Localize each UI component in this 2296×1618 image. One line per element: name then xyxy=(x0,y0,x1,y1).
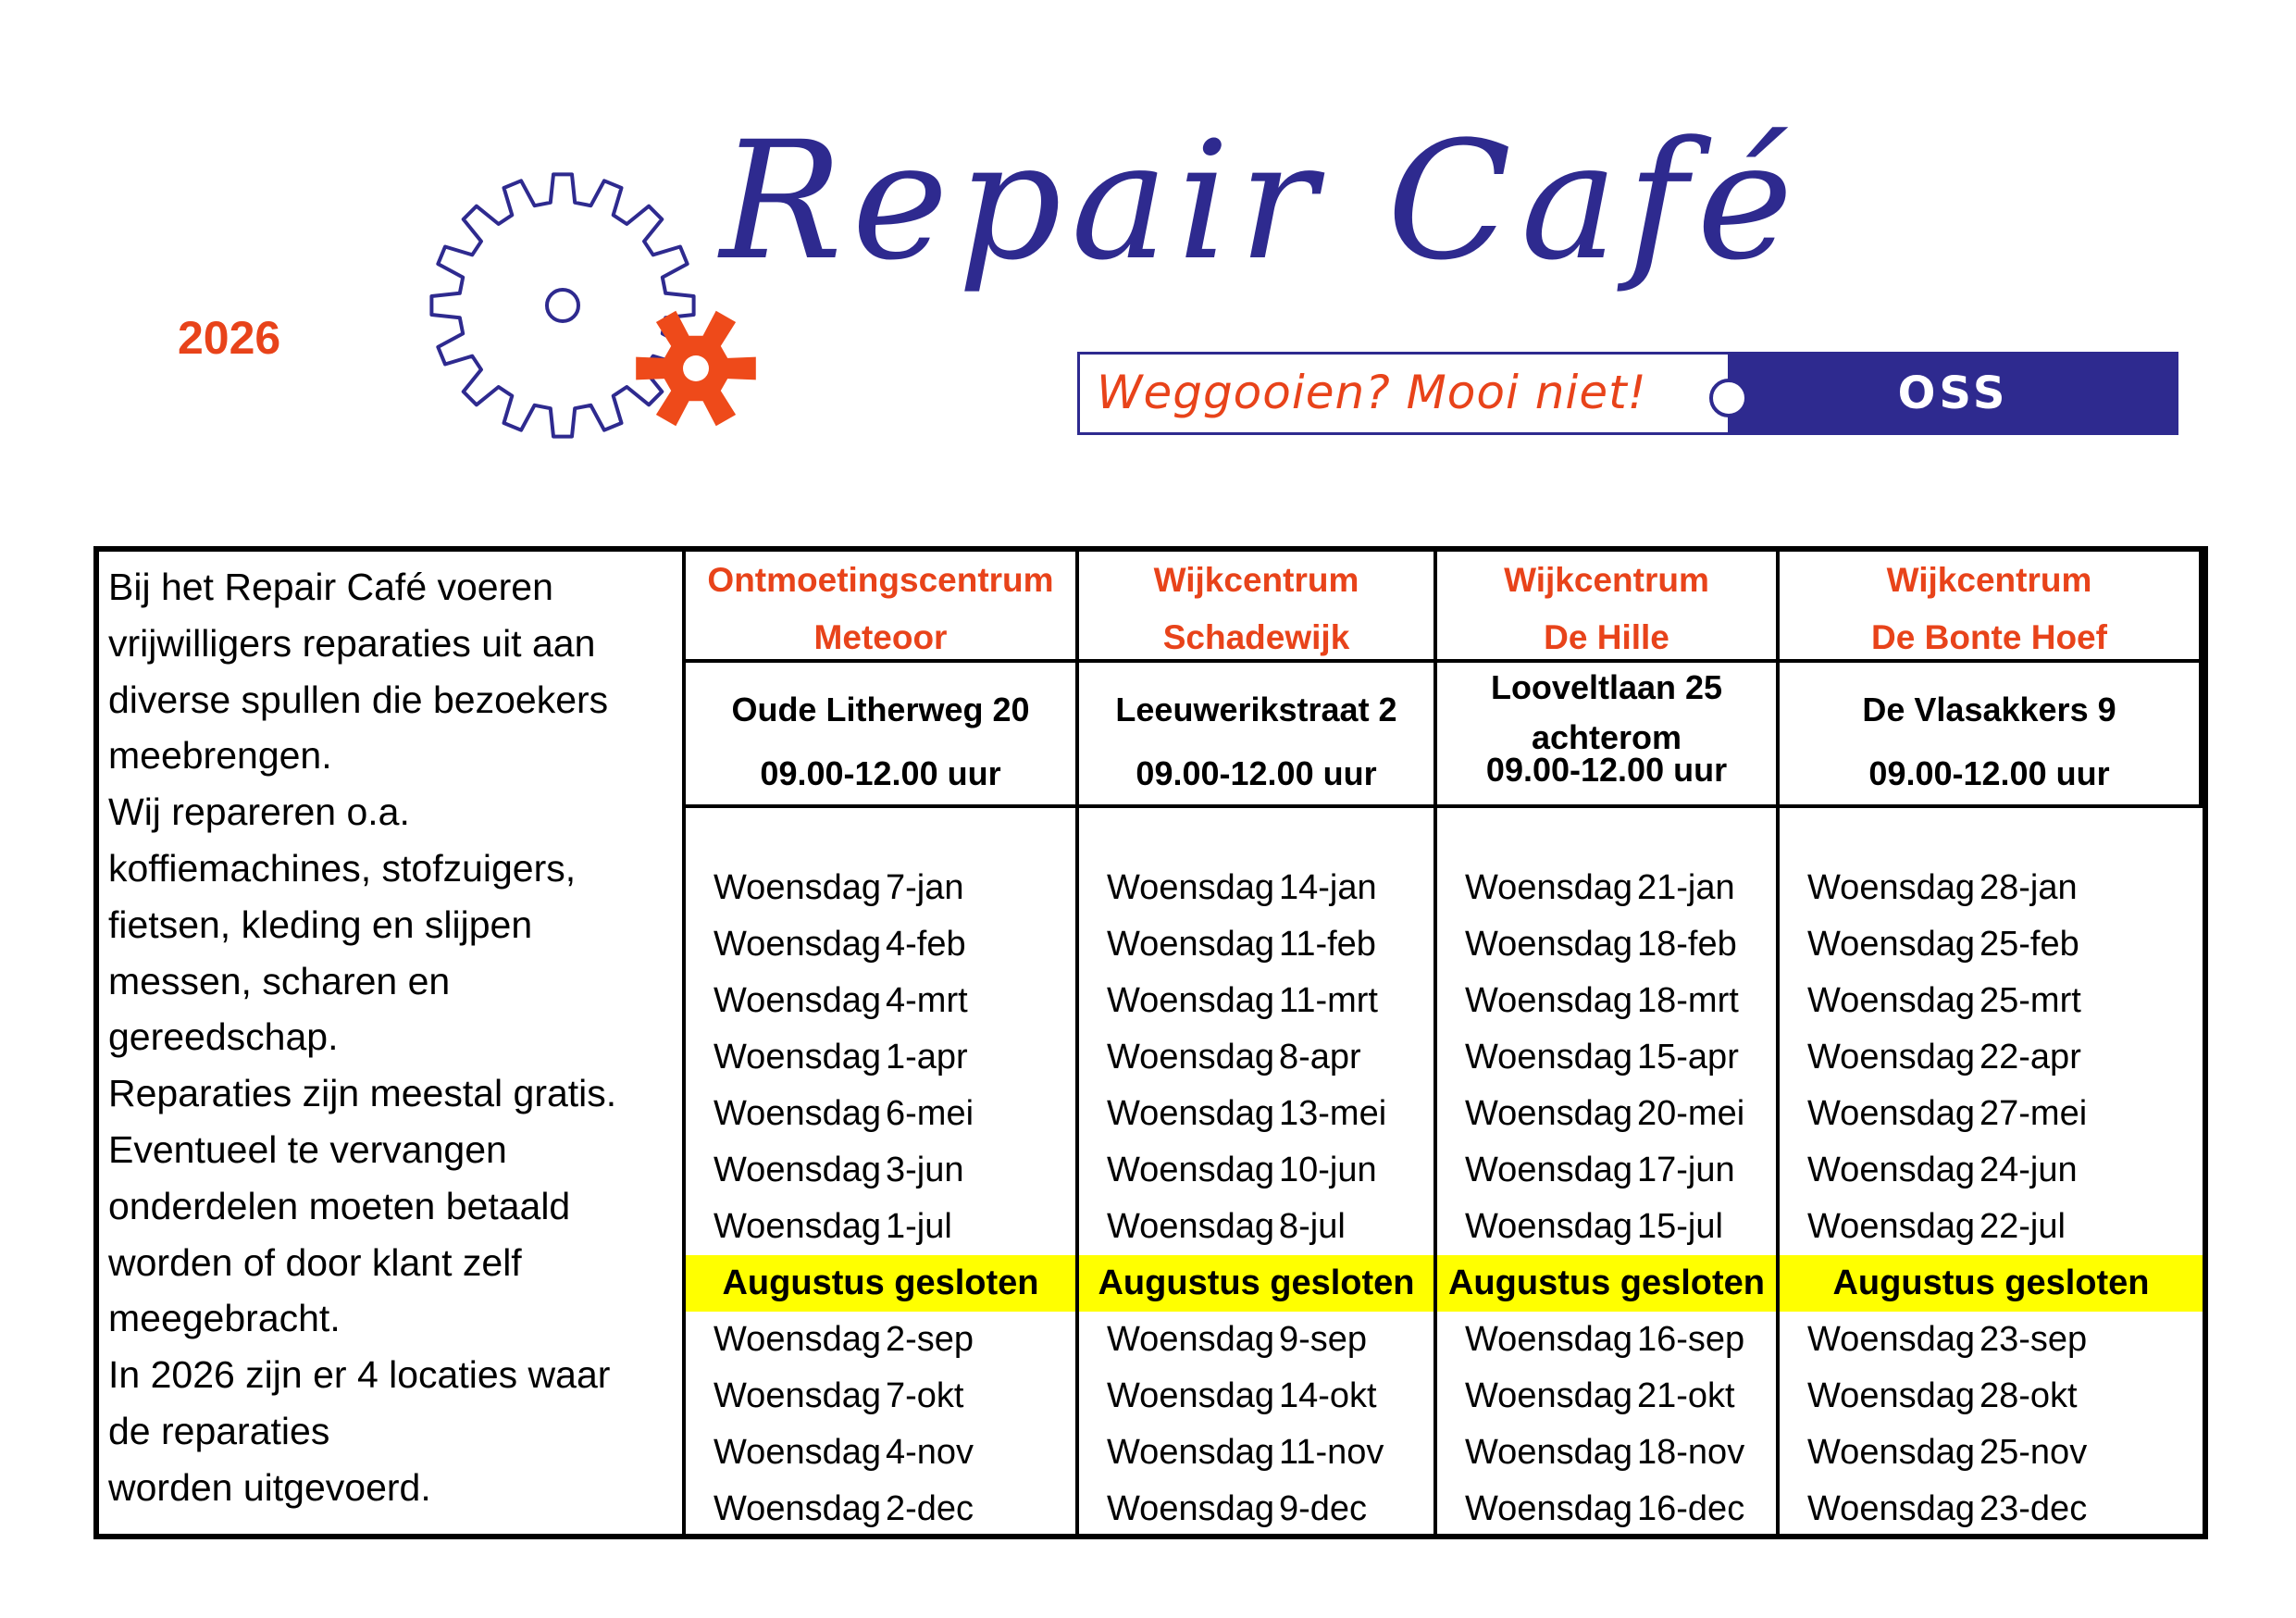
date: 1-apr xyxy=(886,1038,968,1077)
date: 23-dec xyxy=(1980,1489,2088,1528)
info-line: meebrengen. xyxy=(108,734,332,778)
date: 18-mrt xyxy=(1637,981,1739,1020)
date: 2-dec xyxy=(886,1489,974,1528)
location-header-1 xyxy=(686,552,1079,663)
date-row xyxy=(1780,1142,2203,1199)
city-label: OSS xyxy=(1728,352,2178,435)
weekday: Woensdag xyxy=(1807,1433,1975,1472)
date-row xyxy=(1780,860,2203,916)
date: 27-mei xyxy=(1980,1094,2088,1133)
location-address-2 xyxy=(1079,663,1437,808)
date-row xyxy=(686,1142,1075,1199)
date: 17-jun xyxy=(1637,1151,1735,1189)
date: 4-nov xyxy=(886,1433,974,1472)
date-row xyxy=(1780,1029,2203,1086)
date-row xyxy=(1437,1481,1776,1537)
weekday: Woensdag xyxy=(1465,1038,1632,1077)
date: 18-feb xyxy=(1637,925,1737,964)
location-name-sub: De Bonte Hoef xyxy=(1871,618,2107,656)
date: 3-jun xyxy=(886,1151,964,1189)
location-name-sub: De Hille xyxy=(1544,618,1669,656)
date: 13-mei xyxy=(1279,1094,1387,1133)
logo-title-part2: pair Café xyxy=(957,106,1803,296)
info-line: Bij het Repair Café voeren xyxy=(108,566,553,608)
date-row xyxy=(1437,860,1776,916)
date-row xyxy=(686,1199,1075,1255)
info-line: meegebracht. xyxy=(108,1297,341,1340)
date-row xyxy=(1780,1086,2203,1142)
location-name-sub: Schadewijk xyxy=(1162,618,1350,656)
weekday: Woensdag xyxy=(1107,1320,1274,1359)
info-line: koffiemachines, stofzuigers, xyxy=(108,846,577,890)
weekday: Woensdag xyxy=(714,925,881,964)
date-row xyxy=(1437,1368,1776,1425)
weekday: Woensdag xyxy=(1465,1094,1632,1133)
date: 28-jan xyxy=(1980,868,2078,907)
date: 15-apr xyxy=(1637,1038,1739,1077)
date-row xyxy=(1780,1199,2203,1255)
date: 22-jul xyxy=(1980,1207,2066,1246)
location-address-4 xyxy=(1780,663,2203,808)
date-row xyxy=(1079,1312,1433,1368)
weekday: Woensdag xyxy=(1465,1207,1632,1246)
date-row xyxy=(686,1368,1075,1425)
weekday: Woensdag xyxy=(1807,1151,1975,1189)
info-line: de reparaties xyxy=(108,1409,330,1452)
weekday: Woensdag xyxy=(1465,1489,1632,1528)
year-label: 2026 xyxy=(178,312,281,364)
tagline-banner xyxy=(1077,352,2178,435)
weekday: Woensdag xyxy=(1807,981,1975,1020)
weekday: Woensdag xyxy=(1465,1320,1632,1359)
weekday: Woensdag xyxy=(1107,981,1274,1020)
date-list-1 xyxy=(686,808,1079,1537)
weekday: Woensdag xyxy=(1107,1207,1274,1246)
date: 9-dec xyxy=(1279,1489,1368,1528)
weekday: Woensdag xyxy=(714,981,881,1020)
weekday: Woensdag xyxy=(714,1038,881,1077)
date: 21-jan xyxy=(1637,868,1735,907)
date-row xyxy=(686,1481,1075,1537)
date-row xyxy=(1437,916,1776,973)
date-row xyxy=(1079,916,1433,973)
info-line: gereedschap. xyxy=(108,1015,339,1059)
weekday: Woensdag xyxy=(1107,925,1274,964)
date: 11-feb xyxy=(1279,925,1376,964)
date: 9-sep xyxy=(1279,1320,1368,1359)
info-line: worden of door klant zelf xyxy=(108,1240,522,1284)
info-line: fietsen, kleding en slijpen xyxy=(108,902,533,946)
date: 20-mei xyxy=(1637,1094,1745,1133)
date: 2-sep xyxy=(886,1320,974,1359)
opening-hours: 09.00-12.00 uur xyxy=(1868,754,2110,792)
weekday: Woensdag xyxy=(714,1151,881,1189)
weekday: Woensdag xyxy=(1807,1094,1975,1133)
date-list-4 xyxy=(1780,808,2203,1537)
closed-notice: Augustus gesloten xyxy=(1780,1255,2203,1312)
date-row xyxy=(1079,1199,1433,1255)
date: 7-okt xyxy=(886,1376,964,1415)
weekday: Woensdag xyxy=(1107,1151,1274,1189)
weekday: Woensdag xyxy=(1107,1094,1274,1133)
date: 8-jul xyxy=(1279,1207,1346,1246)
info-line: onderdelen moeten betaald xyxy=(108,1184,571,1227)
date-row xyxy=(1780,1312,2203,1368)
schedule-table xyxy=(93,546,2208,1539)
date-row xyxy=(686,1029,1075,1086)
date: 16-dec xyxy=(1637,1489,1745,1528)
weekday: Woensdag xyxy=(1107,1433,1274,1472)
date-row xyxy=(1079,1142,1433,1199)
weekday: Woensdag xyxy=(1465,1433,1632,1472)
weekday: Woensdag xyxy=(1465,1376,1632,1415)
repair-cafe-logo xyxy=(424,106,2201,454)
weekday: Woensdag xyxy=(714,1376,881,1415)
location-name-sub: Meteoor xyxy=(813,618,948,656)
logo-title xyxy=(720,106,1803,296)
date-list-3 xyxy=(1437,808,1780,1537)
gear-filled-icon xyxy=(633,305,759,431)
date-row xyxy=(686,860,1075,916)
date-row xyxy=(1079,1029,1433,1086)
date-row xyxy=(1437,1142,1776,1199)
weekday: Woensdag xyxy=(1465,925,1632,964)
date: 10-jun xyxy=(1279,1151,1377,1189)
info-line: Reparaties zijn meestal gratis. xyxy=(108,1072,617,1115)
weekday: Woensdag xyxy=(714,1433,881,1472)
date: 1-jul xyxy=(886,1207,952,1246)
info-line: In 2026 zijn er 4 locaties waar xyxy=(108,1353,611,1397)
address: Leeuwerikstraat 2 xyxy=(1115,691,1397,728)
date-row xyxy=(1079,1481,1433,1537)
address-line2: achterom xyxy=(1531,718,1682,756)
location-address-1 xyxy=(686,663,1079,808)
closed-notice: Augustus gesloten xyxy=(1437,1255,1776,1312)
weekday: Woensdag xyxy=(714,868,881,907)
date-row xyxy=(1780,916,2203,973)
weekday: Woensdag xyxy=(1107,1038,1274,1077)
address: De Vlasakkers 9 xyxy=(1862,691,2116,728)
date-row xyxy=(1437,1199,1776,1255)
date: 25-nov xyxy=(1980,1433,2088,1472)
date-row xyxy=(1437,1312,1776,1368)
date-row xyxy=(1437,1425,1776,1481)
location-name: Wijkcentrum xyxy=(1153,561,1359,599)
address: Looveltlaan 25 xyxy=(1490,668,1723,706)
date-row xyxy=(1780,1425,2203,1481)
date-list-2 xyxy=(1079,808,1437,1537)
weekday: Woensdag xyxy=(1107,1489,1274,1528)
weekday: Woensdag xyxy=(1807,1320,1975,1359)
location-header-2 xyxy=(1079,552,1437,663)
info-line: Eventueel te vervangen xyxy=(108,1127,507,1171)
weekday: Woensdag xyxy=(1807,1207,1975,1246)
address: Oude Litherweg 20 xyxy=(731,691,1030,728)
weekday: Woensdag xyxy=(1107,868,1274,907)
date-row xyxy=(1437,1029,1776,1086)
date: 22-apr xyxy=(1980,1038,2081,1077)
date-row xyxy=(686,1312,1075,1368)
closed-notice: Augustus gesloten xyxy=(1079,1255,1433,1312)
info-text xyxy=(99,552,686,1537)
closed-notice: Augustus gesloten xyxy=(686,1255,1075,1312)
date: 14-okt xyxy=(1279,1376,1377,1415)
location-address-3 xyxy=(1437,663,1780,808)
toggle-knob-icon xyxy=(1709,379,1748,417)
date: 21-okt xyxy=(1637,1376,1735,1415)
weekday: Woensdag xyxy=(1807,1489,1975,1528)
weekday: Woensdag xyxy=(714,1094,881,1133)
date-row xyxy=(1780,1368,2203,1425)
info-line: worden uitgevoerd. xyxy=(108,1465,431,1509)
date-row xyxy=(686,973,1075,1029)
location-header-3 xyxy=(1437,552,1780,663)
date: 7-jan xyxy=(886,868,964,907)
info-line: vrijwilligers reparaties uit aan xyxy=(108,621,596,665)
location-name: Wijkcentrum xyxy=(1504,561,1709,599)
opening-hours: 09.00-12.00 uur xyxy=(1485,751,1728,789)
weekday: Woensdag xyxy=(1465,981,1632,1020)
date: 11-nov xyxy=(1279,1433,1384,1472)
date-row xyxy=(1079,1086,1433,1142)
weekday: Woensdag xyxy=(1807,1376,1975,1415)
weekday: Woensdag xyxy=(714,1207,881,1246)
weekday: Woensdag xyxy=(1807,868,1975,907)
weekday: Woensdag xyxy=(1807,925,1975,964)
weekday: Woensdag xyxy=(1465,1151,1632,1189)
date-row xyxy=(686,1086,1075,1142)
date-row xyxy=(1780,973,2203,1029)
date-row xyxy=(1780,1481,2203,1537)
location-name: Ontmoetingscentrum xyxy=(707,561,1054,599)
date-row xyxy=(686,1425,1075,1481)
opening-hours: 09.00-12.00 uur xyxy=(1136,754,1377,792)
location-header-4 xyxy=(1780,552,2203,663)
date: 6-mei xyxy=(886,1094,974,1133)
date: 8-apr xyxy=(1279,1038,1361,1077)
weekday: Woensdag xyxy=(714,1489,881,1528)
date-row xyxy=(1437,1086,1776,1142)
date: 14-jan xyxy=(1279,868,1377,907)
date: 23-sep xyxy=(1980,1320,2088,1359)
date: 11-mrt xyxy=(1279,981,1378,1020)
date: 28-okt xyxy=(1980,1376,2078,1415)
weekday: Woensdag xyxy=(714,1320,881,1359)
date-row xyxy=(1079,973,1433,1029)
date: 15-jul xyxy=(1637,1207,1723,1246)
date: 4-feb xyxy=(886,925,966,964)
date: 25-mrt xyxy=(1980,981,2081,1020)
date: 25-feb xyxy=(1980,925,2079,964)
date: 4-mrt xyxy=(886,981,968,1020)
date: 18-nov xyxy=(1637,1433,1745,1472)
info-line: diverse spullen die bezoekers xyxy=(108,678,609,721)
date-row xyxy=(686,916,1075,973)
weekday: Woensdag xyxy=(1107,1376,1274,1415)
date-row xyxy=(1079,1425,1433,1481)
weekday: Woensdag xyxy=(1807,1038,1975,1077)
tagline-text: Weggooien? Mooi niet! xyxy=(1097,366,1647,419)
weekday: Woensdag xyxy=(1465,868,1632,907)
date: 16-sep xyxy=(1637,1320,1745,1359)
location-name: Wijkcentrum xyxy=(1886,561,2092,599)
date-row xyxy=(1079,860,1433,916)
date-row xyxy=(1437,973,1776,1029)
info-line: Wij repareren o.a. xyxy=(108,790,410,834)
info-line: messen, scharen en xyxy=(108,959,451,1002)
date: 24-jun xyxy=(1980,1151,2078,1189)
logo-title-part1: Re xyxy=(720,106,958,296)
date-row xyxy=(1079,1368,1433,1425)
opening-hours: 09.00-12.00 uur xyxy=(760,754,1001,792)
